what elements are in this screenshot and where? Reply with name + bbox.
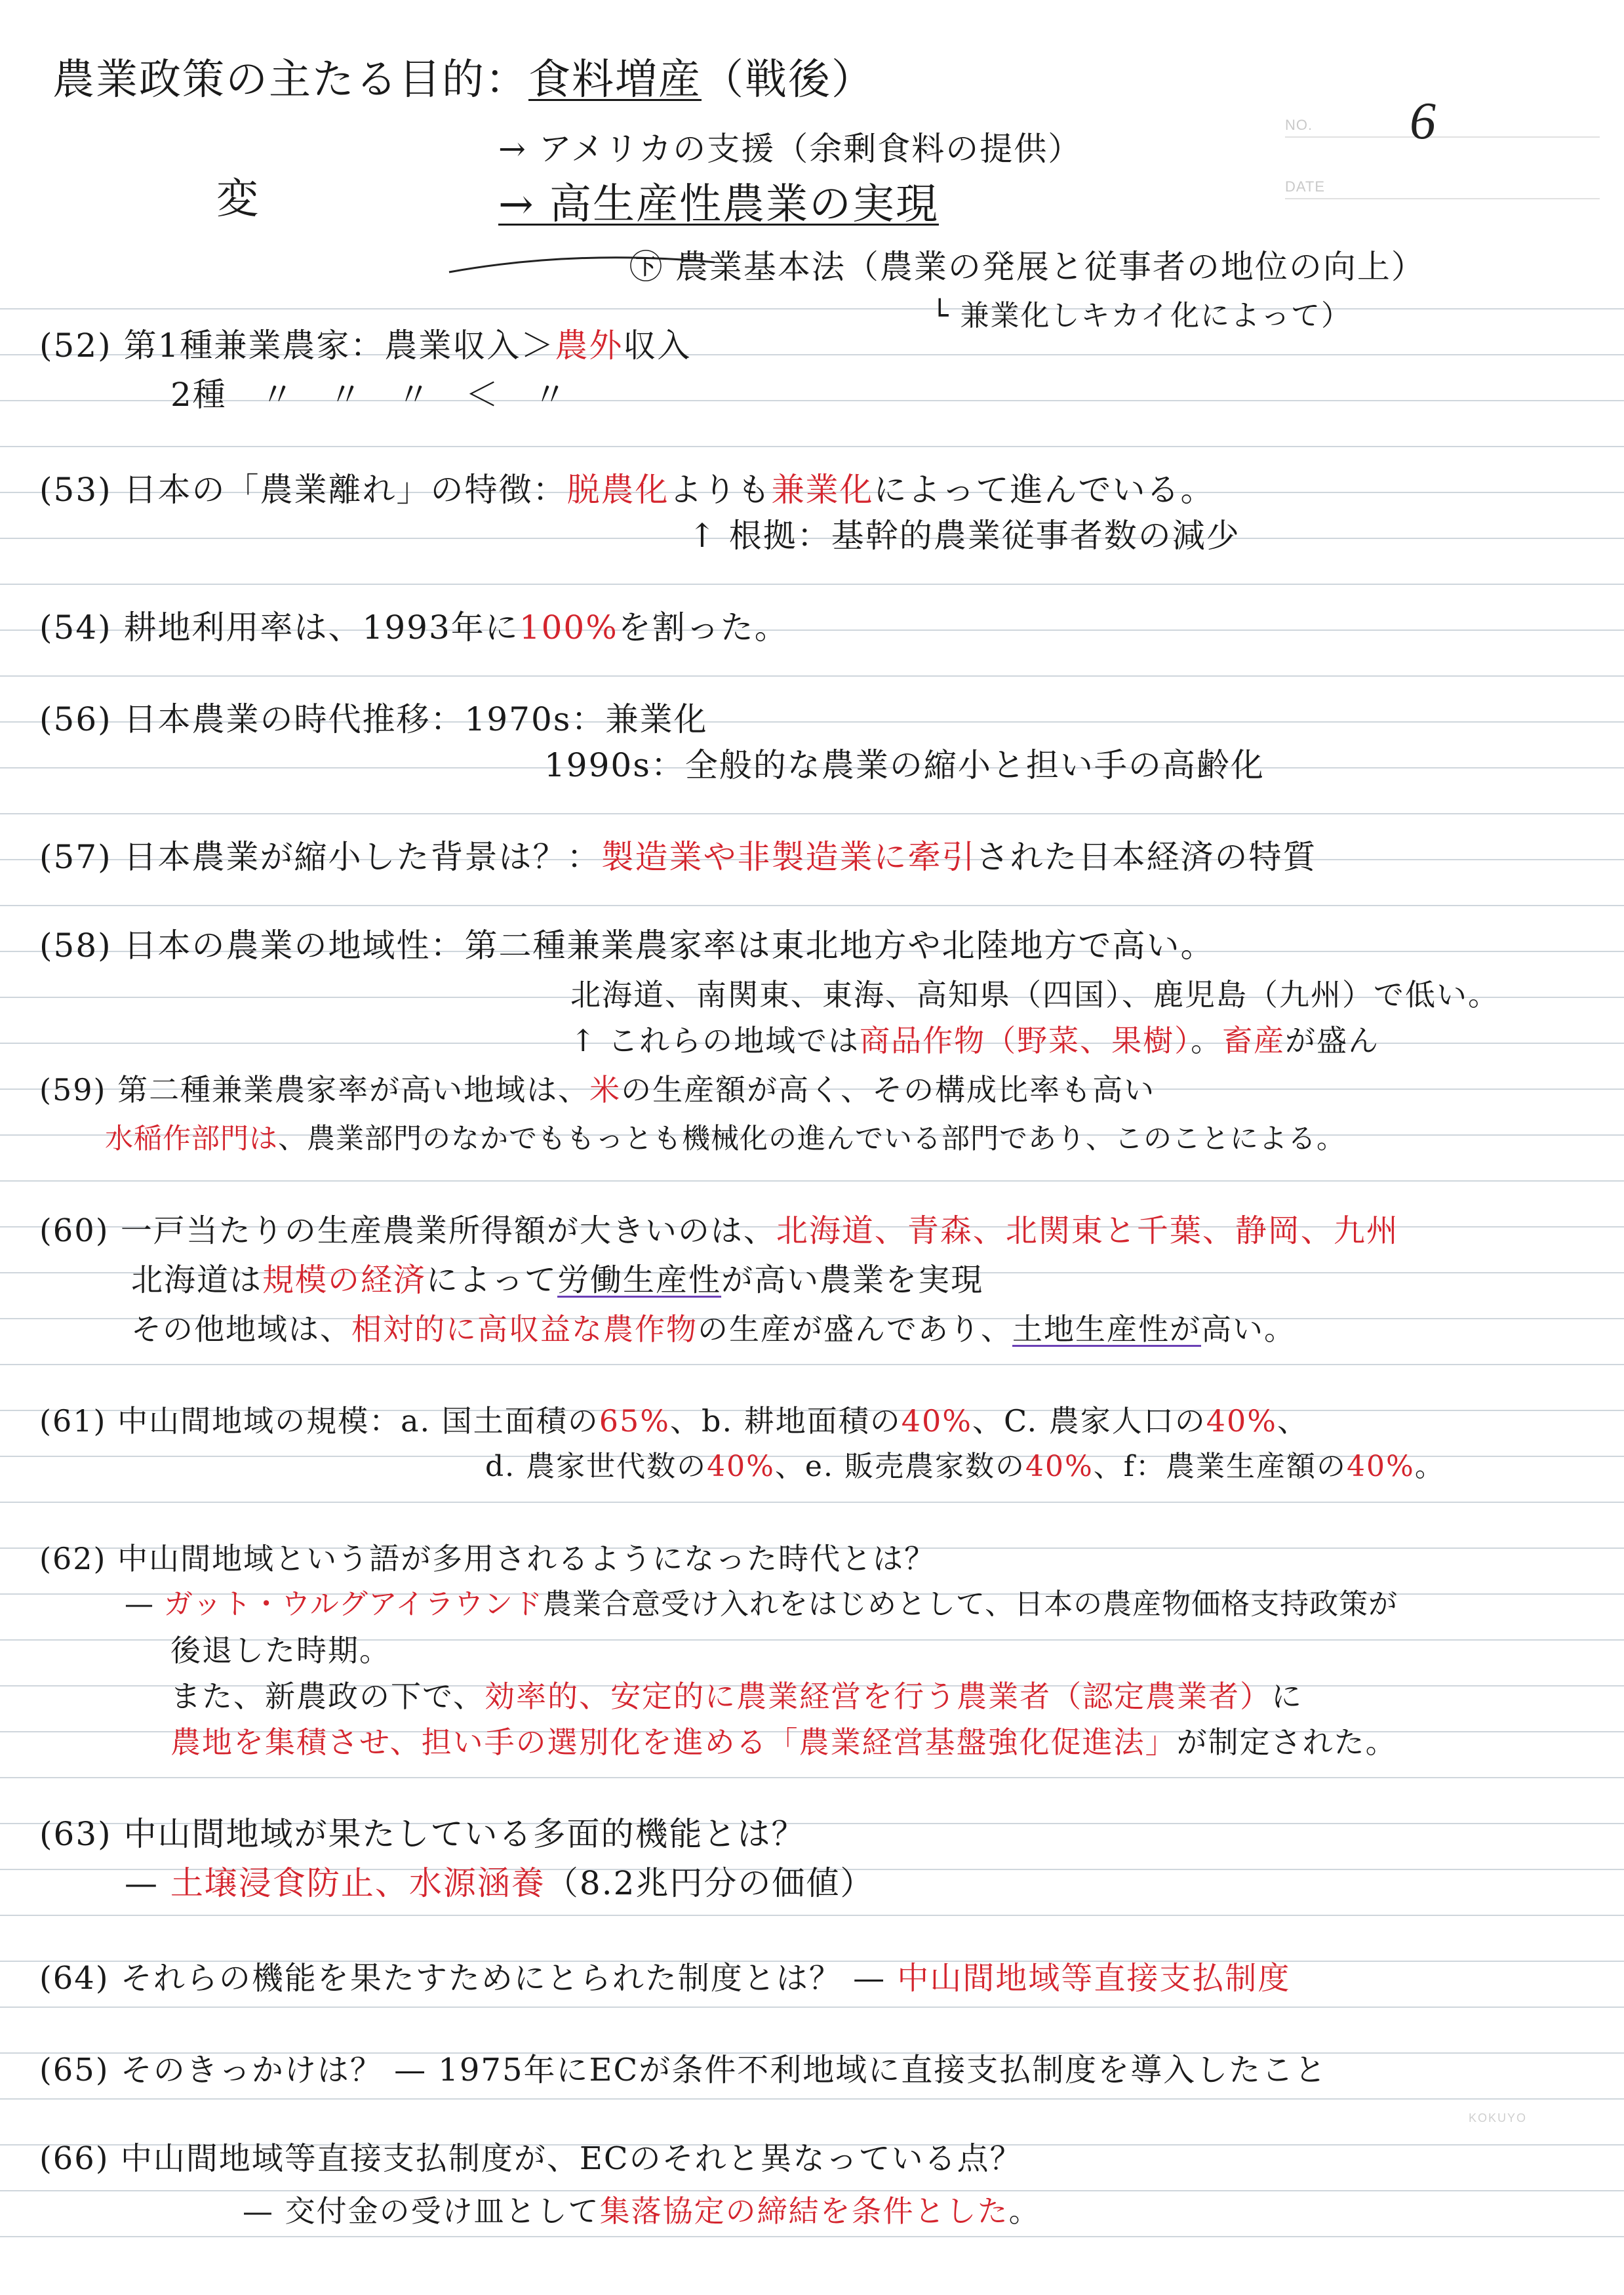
note-text: 日本農業が縮小した背景は？： — [123, 838, 601, 876]
note-text: 中山間地域という語が多用されるようになった時代とは？ — [117, 1541, 936, 1576]
note-text: それらの機能を果たすためにとられた制度とは？ — — [120, 1960, 898, 1997]
note-number: (66) — [39, 2140, 109, 2177]
note-text: 耕地利用率は、1993年に — [123, 609, 519, 647]
note-text: 中山間地域が果たしている多面的機能とは？ — [123, 1815, 806, 1853]
note-text: の生産が盛んであり、 — [698, 1311, 1012, 1347]
note-text: 。 — [1191, 1023, 1223, 1058]
note-number: (52) — [39, 327, 112, 365]
note-59-line1 — [39, 1069, 1155, 1111]
note-underlined-text: 土地生産性が — [1012, 1311, 1201, 1347]
note-text: 、農業部門のなかでももっとも機械化の進んでいる部門であり、このことによる。 — [278, 1123, 1345, 1155]
note-number: (58) — [39, 927, 112, 965]
note-text: また、新農政の下で、 — [170, 1679, 485, 1714]
note-red-text: 規模の経済 — [262, 1262, 427, 1298]
note-61-line2 — [485, 1446, 1445, 1488]
note-62-line3: 後退した時期。 — [170, 1633, 391, 1668]
note-text: 中山間地域の規模：a. 国土面積の — [117, 1403, 599, 1439]
note-red-text: 100% — [519, 609, 618, 647]
note-63-line2 — [125, 1862, 874, 1904]
note-text: 農業合意受け入れをはじめとして、日本の農産物価格支持政策が — [542, 1587, 1398, 1621]
note-text: 日本農業の時代推移：1970s：兼業化 — [123, 700, 708, 738]
date-line — [1285, 198, 1600, 199]
no-line — [1285, 136, 1600, 138]
note-text: （8.2兆円分の価値） — [545, 1864, 875, 1902]
intro-title-main: 農業政策の主たる目的： — [52, 56, 528, 104]
intro-law-sub: └ 兼業化しキカイ化によって） — [931, 299, 1352, 332]
note-number: (56) — [39, 700, 112, 738]
note-red-text: 北海道、青森、北関東と千葉、静岡、九州 — [776, 1212, 1399, 1249]
intro-arrow1: → アメリカの支援（余剰食料の提供） — [498, 130, 1082, 168]
ruled-line — [0, 905, 1624, 906]
note-text: よりも — [669, 471, 772, 509]
note-57 — [39, 836, 1317, 878]
note-number: (59) — [39, 1072, 107, 1108]
note-red-text: 農外 — [555, 327, 624, 365]
note-text: 、C. 農家人口の — [972, 1403, 1206, 1439]
intro-title-suffix: （戦後） — [702, 56, 875, 104]
ruled-line — [0, 2236, 1624, 2237]
note-text: 北海道は — [131, 1262, 263, 1298]
note-text: が高い農業を実現 — [721, 1262, 984, 1298]
date-label: DATE — [1285, 178, 1326, 195]
note-red-text: 農地を集積させ、担い手の選別化を進める — [170, 1725, 768, 1760]
note-red-text: ガット・ウルグアイラウンド — [164, 1587, 543, 1621]
note-text: を割った。 — [618, 609, 789, 647]
note-red-text: 効率的、安定的に農業経営を行う農業者（認定農業者） — [485, 1679, 1272, 1714]
note-text: によって — [426, 1262, 558, 1298]
note-52-line1 — [39, 325, 691, 367]
note-62-line1 — [39, 1538, 936, 1580]
note-58-line2: 北海道、南関東、東海、高知県（四国）、鹿児島（九州）で低い。 — [570, 977, 1499, 1012]
note-text: 第1種兼業農家：農業収入＞ — [123, 327, 555, 365]
note-62-line2 — [125, 1584, 1398, 1626]
note-66-line2 — [243, 2190, 1040, 2232]
note-text: 、b. 耕地面積の — [670, 1403, 901, 1439]
note-text: 、f：農業生産額の — [1093, 1450, 1347, 1483]
note-red-text: 米 — [589, 1072, 622, 1108]
note-text: 、 — [1277, 1403, 1309, 1439]
intro-arrow2-text: → 高生産性農業の実現 — [498, 180, 939, 229]
note-number: (60) — [39, 1212, 109, 1249]
note-number: (61) — [39, 1403, 107, 1439]
note-54 — [39, 607, 789, 649]
note-text: 。 — [1414, 1450, 1445, 1483]
note-62-line4 — [170, 1675, 1303, 1717]
ruled-line — [0, 813, 1624, 814]
ruled-line — [0, 1364, 1624, 1365]
note-text: が盛ん — [1285, 1023, 1380, 1058]
note-text: d. 農家世代数の — [485, 1450, 707, 1483]
ruled-line — [0, 446, 1624, 447]
note-65 — [39, 2049, 1327, 2091]
note-text: 高い。 — [1201, 1311, 1296, 1347]
note-red-text: 「農業経営基盤強化促進法」 — [767, 1725, 1177, 1760]
note-64 — [39, 1957, 1290, 1999]
note-number: (65) — [39, 2052, 109, 2088]
no-label: NO. — [1285, 117, 1313, 133]
note-red-text: 40% — [1206, 1403, 1278, 1439]
note-text: 一戸当たりの生産農業所得額が大きいのは、 — [120, 1212, 776, 1249]
note-text: に — [1271, 1679, 1303, 1714]
note-text: 。 — [1008, 2193, 1040, 2229]
note-60-line1 — [39, 1210, 1399, 1252]
ruled-line — [0, 1915, 1624, 1916]
note-red-text: 土壌浸食防止、水源涵養 — [170, 1864, 545, 1902]
note-61-line1 — [39, 1400, 1309, 1442]
note-text: 中山間地域等直接支払制度が、ECのそれと異なっている点？ — [120, 2140, 1023, 2177]
note-red-text: 40% — [901, 1403, 972, 1439]
intro-law — [629, 246, 1425, 288]
note-53-line2: ↑ 根拠：基幹的農業従事者数の減少 — [688, 517, 1240, 555]
intro-side-char: 変 — [216, 175, 260, 224]
note-number: (63) — [39, 1815, 112, 1853]
note-red-text: 畜産 — [1222, 1023, 1286, 1058]
note-number: (57) — [39, 838, 112, 876]
brand-mark: KOKUYO — [1469, 2111, 1528, 2125]
note-number: (54) — [39, 609, 112, 647]
note-text: — — [125, 1864, 170, 1902]
note-63-line1 — [39, 1813, 806, 1855]
ruled-line — [0, 1777, 1624, 1778]
note-number: (62) — [39, 1541, 107, 1576]
note-56-line1 — [39, 698, 707, 740]
note-number: (64) — [39, 1960, 109, 1997]
ruled-line — [0, 2098, 1624, 2100]
note-underlined-text: 労働生産性 — [557, 1262, 722, 1298]
note-red-text: 兼業化 — [771, 471, 874, 509]
note-58-line3 — [570, 1020, 1379, 1062]
note-52-line2: 2種 〃 〃 〃 ＜ 〃 — [170, 376, 568, 414]
note-text: ↑ これらの地域では — [570, 1023, 860, 1058]
note-red-text: 集落協定の締結を条件とした — [599, 2193, 1009, 2229]
note-53-line1 — [39, 469, 1215, 511]
note-red-text: 40% — [1347, 1450, 1415, 1483]
ruled-line — [0, 308, 1624, 309]
intro-title-underlined: 食料増産 — [528, 56, 702, 104]
note-text: 日本の農業の地域性：第二種兼業農家率は東北地方や北陸地方で高い。 — [123, 927, 1215, 965]
note-number: (53) — [39, 471, 112, 509]
note-text: そのきっかけは？ — 1975年にECが条件不利地域に直接支払制度を導入したこと — [120, 2052, 1328, 2088]
note-red-text: 脱農化 — [566, 471, 669, 509]
law-mark: ㊦ — [629, 248, 663, 286]
ruled-line — [0, 1180, 1624, 1182]
note-text: 収入 — [623, 327, 692, 365]
note-60-line2 — [131, 1259, 983, 1301]
note-text: 、e. 販売農家数の — [774, 1450, 1025, 1483]
ruled-line — [0, 2006, 1624, 2008]
note-text: が制定された。 — [1176, 1725, 1397, 1760]
note-red-text: 製造業や非製造業に牽引 — [601, 838, 976, 876]
note-text: 第二種兼業農家率が高い地域は、 — [117, 1072, 590, 1108]
note-red-text: 中山間地域等直接支払制度 — [897, 1960, 1291, 1997]
note-60-line3 — [131, 1308, 1296, 1350]
ruled-line — [0, 584, 1624, 585]
note-text: その他地域は、 — [131, 1311, 351, 1347]
law-text: 農業基本法（農業の発展と従事者の地位の向上） — [675, 248, 1425, 286]
note-66-line1 — [39, 2138, 1023, 2180]
note-red-text: 相対的に高収益な農作物 — [351, 1311, 698, 1347]
ruled-line — [0, 1502, 1624, 1503]
intro-arrow2 — [498, 180, 939, 229]
note-red-text: 水稲作部門は — [105, 1123, 278, 1155]
note-text: の生産額が高く、その構成比率も高い — [621, 1072, 1156, 1108]
note-red-text: 商品作物（野菜、果樹） — [860, 1023, 1191, 1058]
note-56-line2: 1990s：全般的な農業の縮小と担い手の高齢化 — [544, 746, 1265, 784]
note-text: された日本経済の特質 — [976, 838, 1317, 876]
page-number: 6 — [1410, 92, 1436, 150]
note-text: — — [125, 1587, 164, 1621]
note-red-text: 40% — [1025, 1450, 1094, 1483]
note-58-line1 — [39, 925, 1215, 967]
ruled-line — [0, 675, 1624, 677]
intro-title — [52, 56, 875, 104]
note-59-line2 — [105, 1118, 1345, 1160]
note-text: — 交付金の受け皿として — [243, 2193, 600, 2229]
note-red-text: 65% — [599, 1403, 670, 1439]
note-62-line5 — [170, 1721, 1397, 1763]
note-red-text: 40% — [707, 1450, 775, 1483]
note-text: 日本の「農業離れ」の特徴： — [123, 471, 567, 509]
note-text: によって進んでいる。 — [873, 471, 1215, 509]
